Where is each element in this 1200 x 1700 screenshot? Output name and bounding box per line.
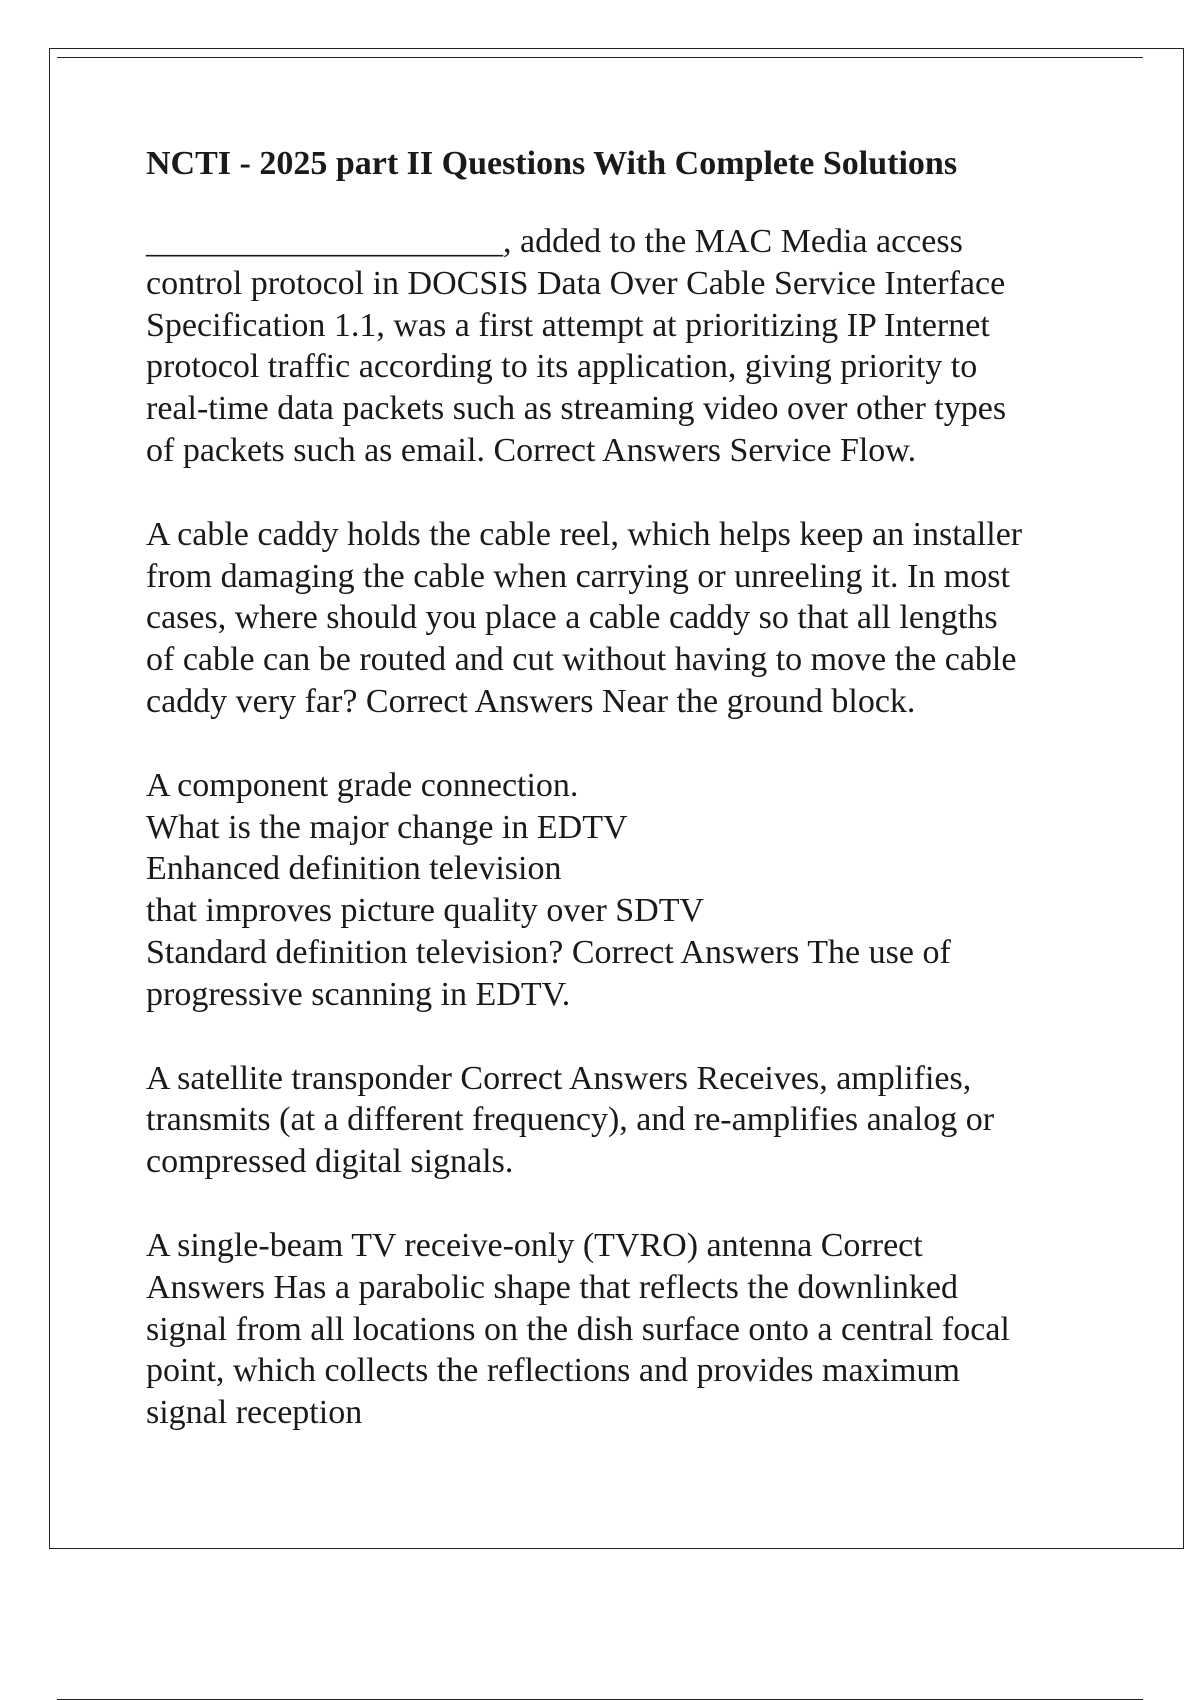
qa-entry-cable-caddy: A cable caddy holds the cable reel, which helps keep an installer from damaging the cable when carrying or unreeling it. In most cases, where should you place a cable caddy so that all lengths of cable can be routed and cut without having to move the cable caddy very far? Correct Answers Near the ground block. xyxy=(146,515,1023,720)
qa-entry-satellite-transponder: A satellite transponder Correct Answers Receives, amplifies, transmits (at a different frequency), and re-amplifies analog or compressed digital signals. xyxy=(146,1059,995,1181)
document-body xyxy=(146,143,1106,1476)
qa-entry-edtv: A component grade connection. What is the major change in EDTV Enhanced definition television that improves picture quality over SDTV Standard definition television? Correct Answers The use of progressive scanning in EDTV. xyxy=(146,766,951,1013)
qa-entry-service-flow: _____________________, added to the MAC Media access control protocol in DOCSIS Data Over Cable Service Interface Specification 1.1, was a first attempt at prioritizing IP Internet protocol traffic according to its application, giving priority to real-time data packets such as streaming video over other types of packets such as email. Correct Answers Service Flow. xyxy=(146,223,1007,469)
qa-entry-tvro-antenna: A single-beam TV receive-only (TVRO) antenna Correct Answers Has a parabolic shape that reflects the downlinked signal from all locations on the dish surface onto a central focal point, which collects the reflections and provides maximum signal reception xyxy=(146,1226,1010,1432)
document-title: NCTI - 2025 part II Questions With Complete Solutions xyxy=(146,145,958,182)
top-rule xyxy=(57,57,1143,58)
